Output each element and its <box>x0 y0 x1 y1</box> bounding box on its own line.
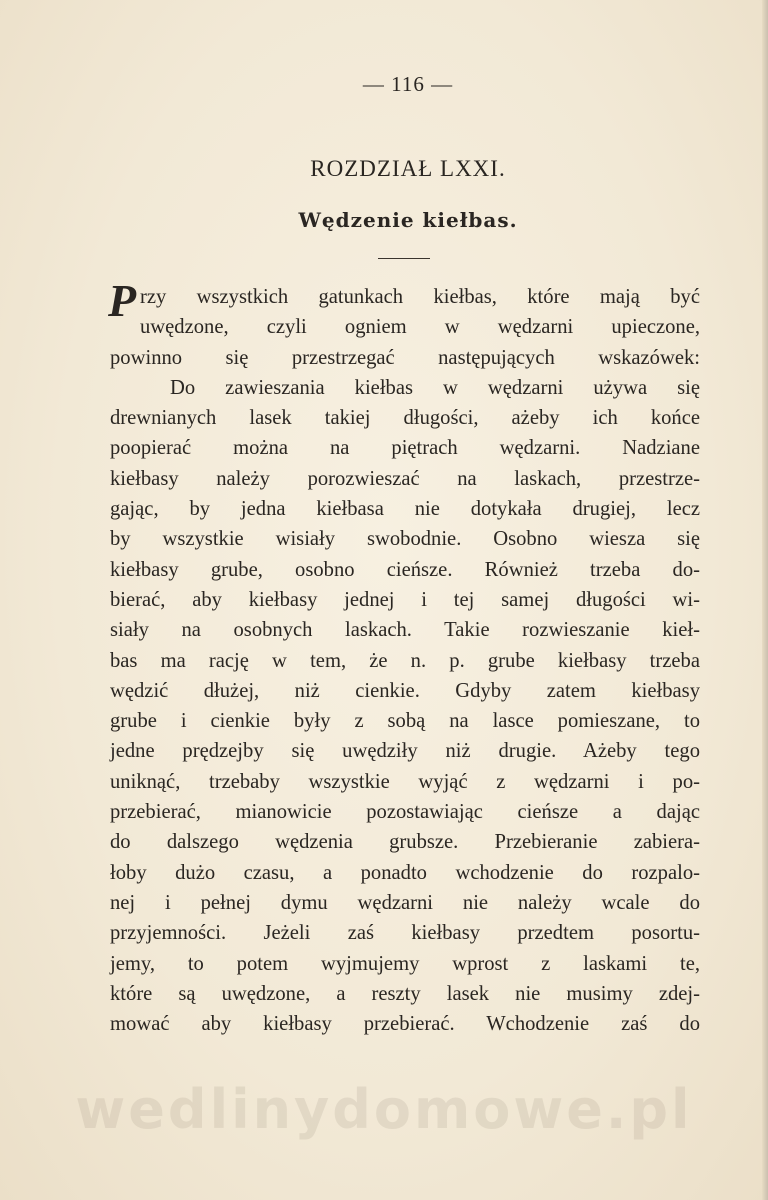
chapter-heading: ROZDZIAŁ LXXI. <box>310 156 506 181</box>
text-line: by wszystkie wisiały swobodnie. Osobno wiesza się <box>110 528 700 551</box>
text-line: drewnianych lasek takiej długości, ażeby ich końce <box>110 407 700 430</box>
text-line: kiełbasy należy porozwieszać na laskach, przestrze- <box>110 467 700 490</box>
text-line: siały na osobnych laskach. Takie rozwieszanie kieł- <box>110 619 700 642</box>
text-line: przyjemności. Jeżeli zaś kiełbasy przedtem posortu- <box>110 922 700 945</box>
text-line: bierać, aby kiełbasy jednej i tej samej długości wi- <box>110 588 700 611</box>
text-line: do dalszego wędzenia grubsze. Przebieranie zabiera- <box>110 831 700 854</box>
text-line: rzy wszystkich gatunkach kiełbas, które mają być <box>140 286 700 308</box>
text-line: gając, by jedna kiełbasa nie dotykała drugiej, lecz <box>110 498 700 521</box>
title-divider <box>378 258 430 259</box>
text-line: kiełbasy grube, osobno cieńsze. Również trzeba do- <box>110 558 700 581</box>
text-line: przebierać, mianowicie pozostawiając cieńsze a dając <box>110 801 700 824</box>
text-line: Do zawieszania kiełbas w wędzarni używa się <box>170 376 700 399</box>
text-line: poopierać można na piętrach wędzarni. Nadziane <box>110 437 700 460</box>
page-number: — 116 — <box>362 72 454 96</box>
text-line: jedne prędzejby się uwędziły niż drugie. Ażeby tego <box>110 740 700 763</box>
body-text <box>108 275 700 1039</box>
text-line: mować aby kiełbasy przebierać. Wchodzenie zaś do <box>110 1013 700 1036</box>
text-line: uniknąć, trzebaby wszystkie wyjąć z wędzarni i po- <box>110 770 700 793</box>
drop-cap: P <box>108 275 137 326</box>
watermark: wedlinydomowe.pl <box>75 1078 693 1141</box>
text-line: powinno się przestrzegać następujących wskazówek: <box>110 346 700 369</box>
text-line: jemy, to potem wyjmujemy wprost z laskami te, <box>110 952 700 975</box>
text-line: które są uwędzone, a reszty lasek nie musimy zdej- <box>110 982 700 1005</box>
section-title: Wędzenie kiełbas. <box>298 208 518 232</box>
text-line: wędzić dłużej, niż cienkie. Gdyby zatem kiełbasy <box>110 679 700 702</box>
text-line: uwędzone, czyli ogniem w wędzarni upieczone, <box>140 316 700 339</box>
text-line: nej i pełnej dymu wędzarni nie należy wcale do <box>110 891 700 914</box>
text-line: bas ma rację w tem, że n. p. grube kiełbasy trzeba <box>110 649 700 672</box>
text-line: grube i cienkie były z sobą na lasce pomieszane, to <box>110 710 700 733</box>
text-line: łoby dużo czasu, a ponadto wchodzenie do rozpalo- <box>110 861 700 884</box>
